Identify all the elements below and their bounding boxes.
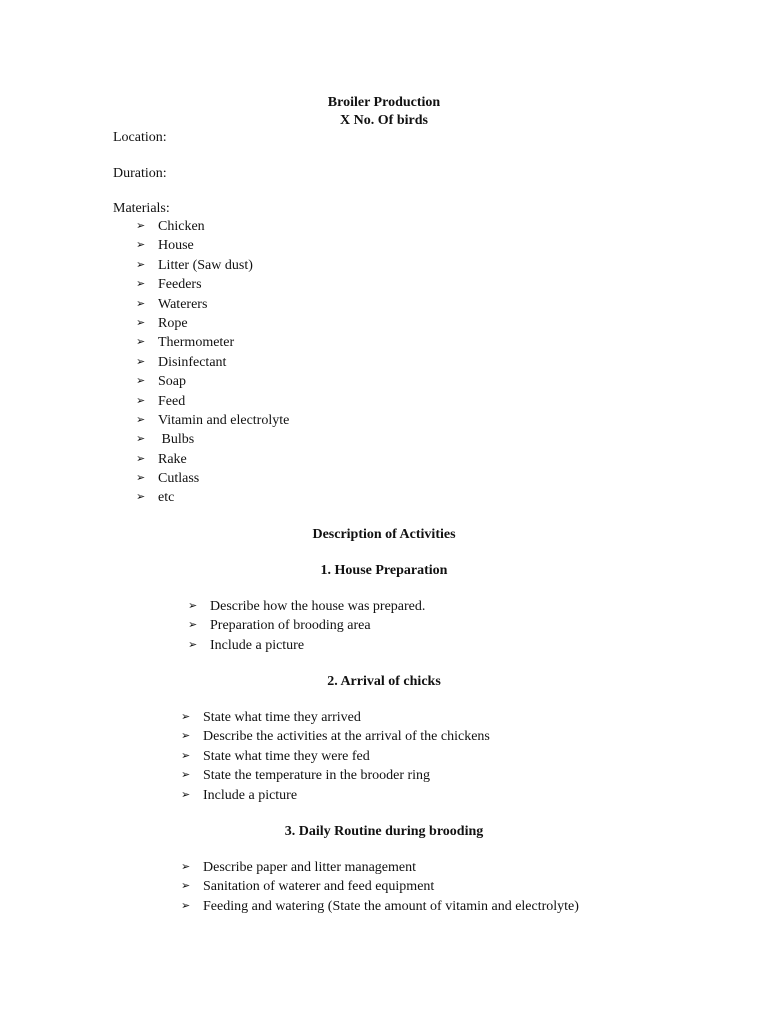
list-item: [181, 708, 621, 727]
list-item-text: Bulbs: [158, 432, 195, 448]
list-item: [181, 766, 621, 785]
list-item-text: Soap: [158, 374, 186, 390]
list-item-text: Feed: [158, 393, 186, 409]
arrow-bullet-icon: ➢: [136, 452, 146, 465]
arrow-bullet-icon: ➢: [136, 355, 146, 368]
arrow-bullet-icon: ➢: [181, 899, 191, 912]
list-item: [188, 616, 608, 635]
list-item-text: Waterers: [158, 296, 208, 312]
list-item-text: Preparation of brooding area: [210, 618, 371, 634]
arrow-bullet-icon: ➢: [181, 861, 191, 873]
list-item-text: Litter (Saw dust): [158, 257, 253, 273]
arrow-bullet-icon: ➢: [181, 880, 191, 893]
list-item: [181, 877, 641, 896]
arrow-bullet-icon: ➢: [136, 394, 146, 407]
arrow-bullet-icon: ➢: [136, 472, 146, 485]
list-item-text: Include a picture: [203, 787, 298, 803]
list-item-text: Chicken: [158, 219, 205, 234]
list-item: [188, 636, 608, 655]
list-item: [181, 858, 641, 877]
list-item-text: Cutlass: [158, 471, 200, 487]
list-item: [181, 786, 621, 805]
arrow-bullet-icon: ➢: [181, 730, 191, 743]
arrow-bullet-icon: ➢: [136, 491, 146, 504]
description-heading: Description of Activities: [312, 527, 456, 542]
section-1-heading: 1. House Preparation: [320, 563, 448, 578]
list-item: [136, 372, 536, 391]
list-item-text: Sanitation of waterer and feed equipment: [203, 879, 435, 895]
list-item: [136, 392, 536, 411]
list-item-text: Feeding and watering (State the amount of vitamin and electrolyte): [203, 898, 579, 914]
list-item: [136, 450, 536, 469]
list-item: [136, 333, 536, 352]
list-item: [181, 727, 621, 746]
location-label: Location:: [113, 130, 167, 145]
list-item-text: State the temperature in the brooder ring: [203, 768, 431, 784]
arrow-bullet-icon: ➢: [136, 336, 146, 349]
list-item-text: House: [158, 238, 194, 254]
arrow-bullet-icon: ➢: [181, 788, 191, 801]
list-item-text: Rake: [158, 451, 187, 467]
materials-label: Materials:: [113, 201, 170, 216]
arrow-bullet-icon: ➢: [181, 711, 191, 723]
list-item: [136, 295, 536, 314]
section-1-list: [188, 597, 608, 655]
arrow-bullet-icon: ➢: [136, 239, 146, 252]
arrow-bullet-icon: ➢: [136, 220, 146, 232]
arrow-bullet-icon: ➢: [188, 600, 198, 612]
arrow-bullet-icon: ➢: [136, 316, 146, 329]
list-item-text: Include a picture: [210, 637, 305, 653]
list-item: [136, 353, 536, 372]
arrow-bullet-icon: ➢: [188, 619, 198, 632]
list-item: [136, 236, 536, 255]
materials-list: [136, 217, 536, 508]
list-item: [136, 217, 536, 236]
section-3-heading: 3. Daily Routine during brooding: [284, 824, 484, 839]
list-item: [136, 469, 536, 488]
arrow-bullet-icon: ➢: [188, 638, 198, 651]
arrow-bullet-icon: ➢: [136, 433, 146, 446]
document-title: Broiler Production: [327, 95, 441, 110]
arrow-bullet-icon: ➢: [136, 258, 146, 271]
section-3-list: [181, 858, 641, 916]
list-item-text: Disinfectant: [158, 354, 227, 370]
arrow-bullet-icon: ➢: [136, 375, 146, 388]
list-item-text: Feeders: [158, 277, 202, 293]
section-2-heading: 2. Arrival of chicks: [327, 674, 441, 689]
arrow-bullet-icon: ➢: [181, 769, 191, 782]
list-item-text: State what time they arrived: [203, 710, 361, 725]
arrow-bullet-icon: ➢: [136, 278, 146, 291]
list-item: [181, 897, 641, 916]
list-item-text: Describe paper and litter management: [203, 860, 417, 875]
list-item: [136, 488, 536, 507]
list-item: [136, 314, 536, 333]
list-item: [181, 747, 621, 766]
list-item: [136, 430, 536, 449]
list-item-text: Describe how the house was prepared.: [210, 599, 426, 614]
arrow-bullet-icon: ➢: [136, 413, 146, 426]
list-item: [188, 597, 608, 616]
duration-label: Duration:: [113, 166, 167, 181]
arrow-bullet-icon: ➢: [181, 749, 191, 762]
list-item: [136, 275, 536, 294]
list-item: [136, 411, 536, 430]
arrow-bullet-icon: ➢: [136, 297, 146, 310]
document-subtitle: X No. Of birds: [340, 113, 428, 128]
list-item-text: Thermometer: [158, 335, 235, 351]
list-item: [136, 256, 536, 275]
list-item-text: Describe the activities at the arrival of the chickens: [203, 729, 490, 745]
list-item-text: Vitamin and electrolyte: [158, 412, 290, 428]
section-2-list: [181, 708, 621, 805]
list-item-text: etc: [158, 490, 175, 506]
list-item-text: State what time they were fed: [203, 748, 370, 764]
list-item-text: Rope: [158, 315, 188, 331]
